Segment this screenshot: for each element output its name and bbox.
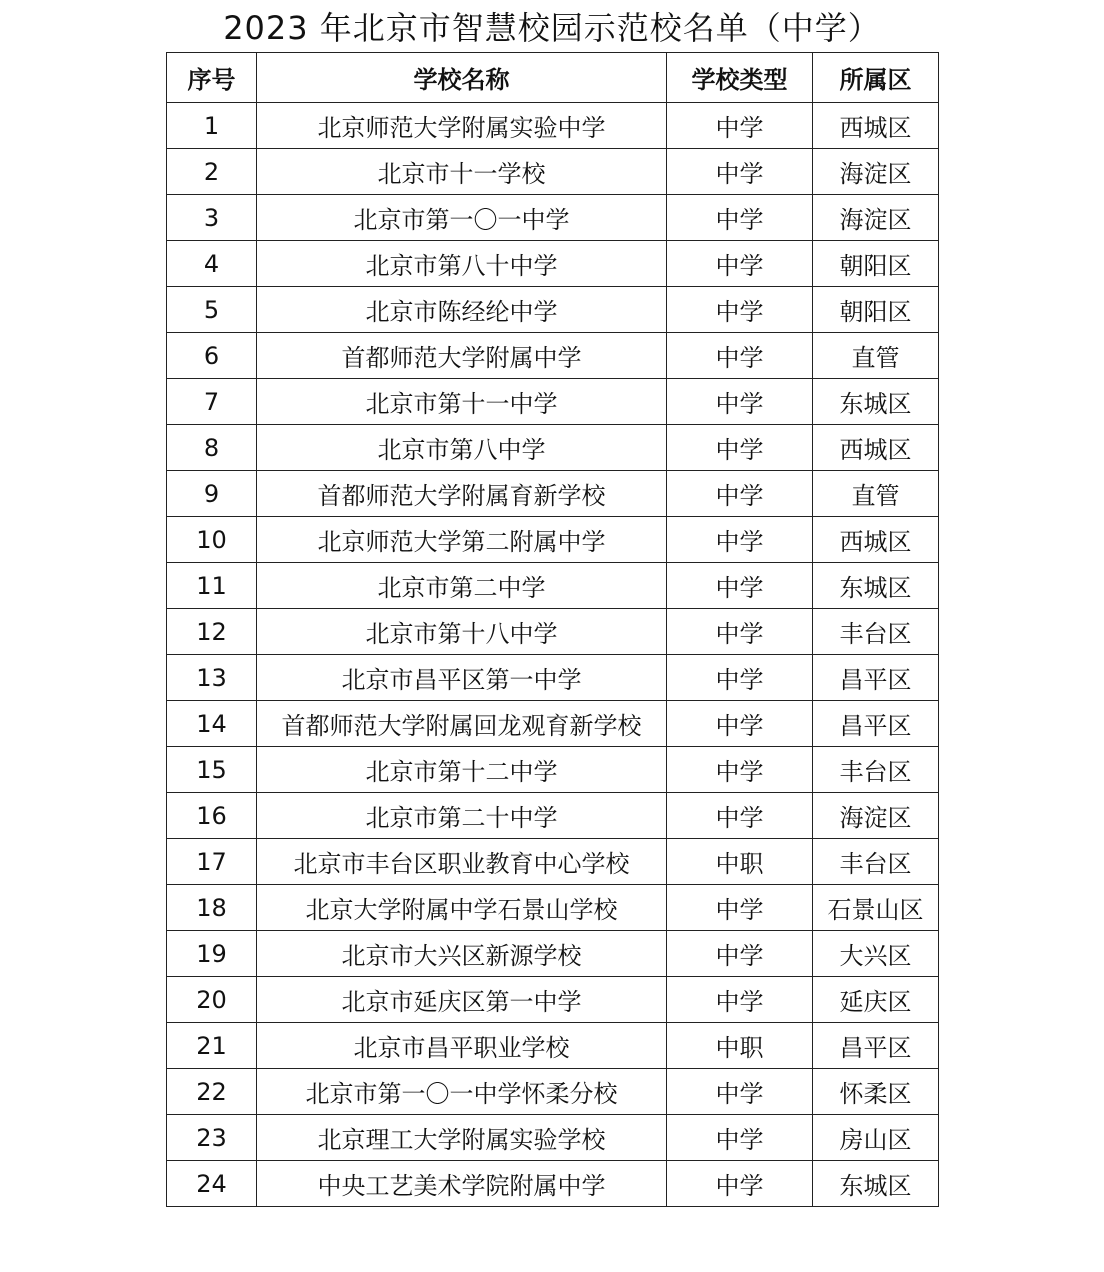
cell-school-type: 中学 xyxy=(667,747,813,793)
cell-school-name: 北京市第二中学 xyxy=(257,563,667,609)
cell-no: 6 xyxy=(167,333,257,379)
cell-school-type: 中学 xyxy=(667,333,813,379)
cell-school-name: 北京市第八中学 xyxy=(257,425,667,471)
cell-school-type: 中学 xyxy=(667,563,813,609)
cell-school-name: 北京市第一〇一中学怀柔分校 xyxy=(257,1069,667,1115)
cell-no: 7 xyxy=(167,379,257,425)
cell-school-type: 中学 xyxy=(667,655,813,701)
cell-no: 12 xyxy=(167,609,257,655)
cell-district: 昌平区 xyxy=(813,701,939,747)
cell-school-type: 中学 xyxy=(667,471,813,517)
cell-district: 怀柔区 xyxy=(813,1069,939,1115)
cell-school-name: 北京市第八十中学 xyxy=(257,241,667,287)
table-row xyxy=(167,149,939,195)
cell-school-name: 北京市大兴区新源学校 xyxy=(257,931,667,977)
cell-school-type: 中学 xyxy=(667,1161,813,1207)
table-row xyxy=(167,103,939,149)
cell-school-name: 北京师范大学附属实验中学 xyxy=(257,103,667,149)
cell-school-name: 北京市昌平职业学校 xyxy=(257,1023,667,1069)
cell-no: 15 xyxy=(167,747,257,793)
cell-no: 17 xyxy=(167,839,257,885)
cell-district: 东城区 xyxy=(813,379,939,425)
table-row xyxy=(167,931,939,977)
cell-no: 23 xyxy=(167,1115,257,1161)
table-row xyxy=(167,1115,939,1161)
cell-no: 13 xyxy=(167,655,257,701)
cell-school-type: 中学 xyxy=(667,793,813,839)
cell-school-name: 北京市陈经纶中学 xyxy=(257,287,667,333)
cell-district: 直管 xyxy=(813,333,939,379)
cell-district: 东城区 xyxy=(813,1161,939,1207)
cell-school-type: 中学 xyxy=(667,103,813,149)
table-row xyxy=(167,379,939,425)
cell-school-type: 中学 xyxy=(667,425,813,471)
table-row xyxy=(167,1069,939,1115)
cell-no: 3 xyxy=(167,195,257,241)
table-row xyxy=(167,1161,939,1207)
cell-no: 9 xyxy=(167,471,257,517)
cell-district: 海淀区 xyxy=(813,793,939,839)
cell-no: 11 xyxy=(167,563,257,609)
header-name: 学校名称 xyxy=(257,53,667,103)
table-row xyxy=(167,839,939,885)
table-body xyxy=(167,103,939,1207)
cell-district: 丰台区 xyxy=(813,609,939,655)
cell-school-name: 北京市十一学校 xyxy=(257,149,667,195)
cell-no: 24 xyxy=(167,1161,257,1207)
cell-no: 5 xyxy=(167,287,257,333)
cell-no: 14 xyxy=(167,701,257,747)
cell-district: 丰台区 xyxy=(813,839,939,885)
cell-school-type: 中学 xyxy=(667,701,813,747)
cell-no: 2 xyxy=(167,149,257,195)
header-no: 序号 xyxy=(167,53,257,103)
cell-school-name: 北京市第二十中学 xyxy=(257,793,667,839)
cell-school-name: 北京市延庆区第一中学 xyxy=(257,977,667,1023)
cell-school-type: 中学 xyxy=(667,609,813,655)
cell-district: 朝阳区 xyxy=(813,241,939,287)
cell-district: 朝阳区 xyxy=(813,287,939,333)
table-header-row xyxy=(167,53,939,103)
cell-district: 西城区 xyxy=(813,517,939,563)
cell-district: 石景山区 xyxy=(813,885,939,931)
table-row xyxy=(167,287,939,333)
cell-school-name: 北京师范大学第二附属中学 xyxy=(257,517,667,563)
cell-school-name: 北京市第一〇一中学 xyxy=(257,195,667,241)
cell-no: 18 xyxy=(167,885,257,931)
table-row xyxy=(167,563,939,609)
cell-school-type: 中学 xyxy=(667,1069,813,1115)
cell-school-type: 中学 xyxy=(667,517,813,563)
cell-no: 20 xyxy=(167,977,257,1023)
cell-district: 丰台区 xyxy=(813,747,939,793)
cell-school-name: 北京市丰台区职业教育中心学校 xyxy=(257,839,667,885)
table-row xyxy=(167,977,939,1023)
cell-school-type: 中学 xyxy=(667,931,813,977)
cell-district: 昌平区 xyxy=(813,1023,939,1069)
cell-district: 大兴区 xyxy=(813,931,939,977)
cell-school-type: 中学 xyxy=(667,885,813,931)
cell-no: 4 xyxy=(167,241,257,287)
cell-school-name: 北京市第十八中学 xyxy=(257,609,667,655)
cell-school-type: 中学 xyxy=(667,149,813,195)
table-row xyxy=(167,655,939,701)
cell-school-type: 中职 xyxy=(667,1023,813,1069)
table-row xyxy=(167,885,939,931)
cell-school-name: 北京大学附属中学石景山学校 xyxy=(257,885,667,931)
table-row xyxy=(167,195,939,241)
cell-no: 10 xyxy=(167,517,257,563)
cell-school-type: 中学 xyxy=(667,379,813,425)
cell-district: 房山区 xyxy=(813,1115,939,1161)
table-row xyxy=(167,701,939,747)
cell-district: 海淀区 xyxy=(813,195,939,241)
cell-school-type: 中职 xyxy=(667,839,813,885)
cell-no: 16 xyxy=(167,793,257,839)
cell-district: 西城区 xyxy=(813,425,939,471)
header-district: 所属区 xyxy=(813,53,939,103)
cell-district: 昌平区 xyxy=(813,655,939,701)
table-row xyxy=(167,1023,939,1069)
cell-no: 1 xyxy=(167,103,257,149)
cell-district: 海淀区 xyxy=(813,149,939,195)
cell-school-name: 首都师范大学附属育新学校 xyxy=(257,471,667,517)
cell-school-name: 首都师范大学附属中学 xyxy=(257,333,667,379)
cell-school-type: 中学 xyxy=(667,287,813,333)
cell-no: 21 xyxy=(167,1023,257,1069)
table-row xyxy=(167,793,939,839)
table-row xyxy=(167,747,939,793)
header-type: 学校类型 xyxy=(667,53,813,103)
cell-no: 8 xyxy=(167,425,257,471)
cell-school-name: 北京市第十二中学 xyxy=(257,747,667,793)
cell-school-name: 中央工艺美术学院附属中学 xyxy=(257,1161,667,1207)
cell-school-type: 中学 xyxy=(667,1115,813,1161)
table-row xyxy=(167,241,939,287)
school-list-table xyxy=(166,52,939,1207)
table-row xyxy=(167,471,939,517)
cell-no: 22 xyxy=(167,1069,257,1115)
cell-school-name: 首都师范大学附属回龙观育新学校 xyxy=(257,701,667,747)
cell-school-type: 中学 xyxy=(667,195,813,241)
page-title: 2023 年北京市智慧校园示范校名单（中学） xyxy=(223,9,881,47)
cell-no: 19 xyxy=(167,931,257,977)
cell-district: 延庆区 xyxy=(813,977,939,1023)
table-row xyxy=(167,425,939,471)
cell-school-name: 北京市昌平区第一中学 xyxy=(257,655,667,701)
table-row xyxy=(167,609,939,655)
cell-school-name: 北京市第十一中学 xyxy=(257,379,667,425)
table-row xyxy=(167,517,939,563)
cell-school-type: 中学 xyxy=(667,241,813,287)
cell-district: 直管 xyxy=(813,471,939,517)
cell-district: 东城区 xyxy=(813,563,939,609)
cell-school-type: 中学 xyxy=(667,977,813,1023)
cell-district: 西城区 xyxy=(813,103,939,149)
table-row xyxy=(167,333,939,379)
cell-school-name: 北京理工大学附属实验学校 xyxy=(257,1115,667,1161)
